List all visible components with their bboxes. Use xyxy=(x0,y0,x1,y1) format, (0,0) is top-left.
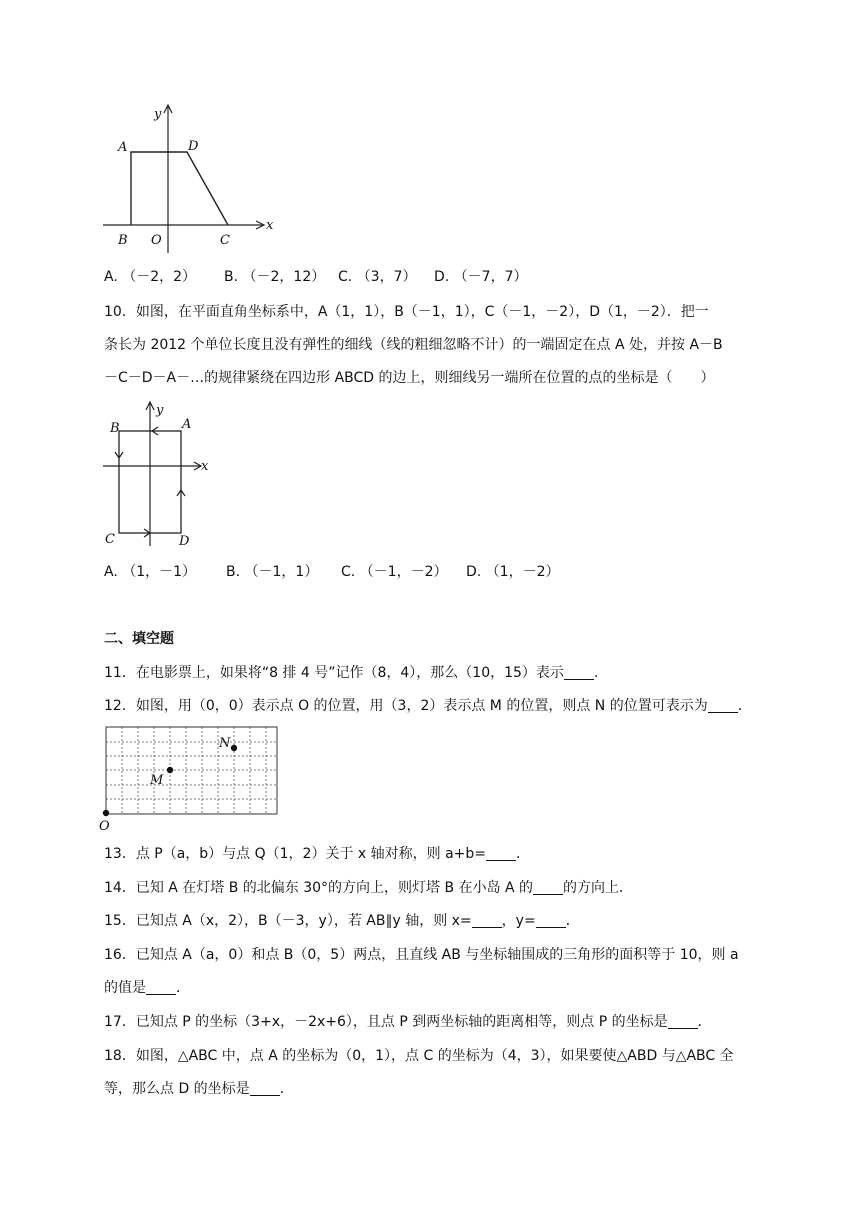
q10-options xyxy=(104,563,764,581)
q9-label-x: x xyxy=(266,218,274,233)
q18-line-1: 18．如图，△ABC 中，点 A 的坐标为（0，1），点 C 的坐标为（4，3），如果要使△ABD 与△ABC 全 xyxy=(104,1048,734,1064)
q17-text: 17．已知点 P 的坐标（3+x，－2x+6），且点 P 到两坐标轴的距离相等，则点 P 的坐标是 xyxy=(104,1014,668,1030)
q17-blank[interactable] xyxy=(668,1014,698,1029)
q11 xyxy=(104,664,764,682)
q12-label-M: M xyxy=(150,773,164,788)
q11-blank[interactable] xyxy=(564,665,594,680)
q9-options xyxy=(104,268,764,286)
q10-label-C: C xyxy=(105,532,115,547)
q10-line-3: －C－D－A－…的规律紧绕在四边形 ABCD 的边上，则细线另一端所在位置的点的坐标是（ ） xyxy=(104,370,715,386)
q9-figure xyxy=(98,98,278,258)
q13-blank[interactable] xyxy=(486,846,516,861)
q10-label-y: y xyxy=(156,403,164,418)
q16-text: 的值是 xyxy=(104,980,146,996)
q12-label-N: N xyxy=(219,736,231,751)
q18-end: ． xyxy=(279,1081,294,1097)
q9-option-b[interactable]: B. （－2，12） xyxy=(224,269,326,285)
q12-figure xyxy=(99,722,284,834)
q10-label-x: x xyxy=(201,459,209,474)
q9-label-C: C xyxy=(220,233,230,248)
q17 xyxy=(104,1013,764,1031)
q15 xyxy=(104,912,764,930)
q9-label-B: B xyxy=(118,233,128,248)
q12-text: 12．如图，用（0，0）表示点 O 的位置，用（3，2）表示点 M 的位置，则点 N 的位置可表示为 xyxy=(104,698,708,714)
q16-end: ． xyxy=(176,980,190,996)
section-title: 二、填空题 xyxy=(104,631,174,647)
q11-text: 11．在电影票上，如果将“8 排 4 号”记作（8，4），那么（10，15）表示 xyxy=(104,665,564,681)
q10-option-d[interactable]: D. （1，－2） xyxy=(466,564,560,580)
q9-option-d[interactable]: D. （－7，7） xyxy=(434,269,528,285)
q13 xyxy=(104,845,764,863)
q10-figure xyxy=(100,398,215,548)
q12-end: ． xyxy=(737,698,752,714)
q9-label-O: O xyxy=(151,233,162,248)
q10-line-1: 10．如图，在平面直角坐标系中，A（1，1），B（－1，1），C（－1，－2），D（1，－2）．把一 xyxy=(104,304,709,320)
q16-blank[interactable] xyxy=(146,980,176,995)
q9-label-y: y xyxy=(154,107,162,122)
q13-end: ． xyxy=(516,846,531,862)
q10-option-a[interactable]: A. （1，－1） xyxy=(104,564,197,580)
q16-line-1: 16．已知点 A（a，0）和点 B（0，5）两点，且直线 AB 与坐标轴围成的三角形的面积等于 10，则 a xyxy=(104,947,739,963)
q14-end: 的方向上． xyxy=(563,880,634,896)
q10-label-D: D xyxy=(179,534,190,548)
q17-end: ． xyxy=(697,1014,712,1030)
q14-text: 14．已知 A 在灯塔 B 的北偏东 30°的方向上，则灯塔 B 在小岛 A 的 xyxy=(104,880,534,896)
q18-blank[interactable] xyxy=(250,1081,280,1096)
q18 xyxy=(104,1080,764,1098)
q18-text: 等，那么点 D 的坐标是 xyxy=(104,1081,250,1097)
q9-option-a[interactable]: A. （－2，2） xyxy=(104,269,197,285)
q10-option-c[interactable]: C. （－1，－2） xyxy=(341,564,448,580)
q15-end: ． xyxy=(565,913,580,929)
q12 xyxy=(104,697,764,715)
q16 xyxy=(104,979,764,997)
q9-label-D: D xyxy=(188,139,199,154)
q15-blank-x[interactable] xyxy=(472,913,502,928)
q11-end: ． xyxy=(593,665,608,681)
q10-label-B: B xyxy=(110,421,120,436)
q14-blank[interactable] xyxy=(533,880,563,895)
q10-option-b[interactable]: B. （－1，1） xyxy=(226,564,319,580)
q15-mid: ，y= xyxy=(501,913,536,929)
q15-blank-y[interactable] xyxy=(536,913,566,928)
q13-text: 13．点 P（a，b）与点 Q（1，2）关于 x 轴对称，则 a+b= xyxy=(104,846,487,862)
q10-label-A: A xyxy=(182,417,192,432)
q12-blank[interactable] xyxy=(708,698,738,713)
q9-label-A: A xyxy=(118,140,128,155)
q10-line-2: 条长为 2012 个单位长度且没有弹性的细线（线的粗细忽略不计）的一端固定在点 A 处，并按 A－B xyxy=(104,337,723,353)
q12-label-O: O xyxy=(99,819,110,834)
q9-option-c[interactable]: C. （3，7） xyxy=(338,269,417,285)
q14 xyxy=(104,879,764,897)
q15-text: 15．已知点 A（x，2），B（－3，y），若 AB∥y 轴，则 x= xyxy=(104,913,472,929)
